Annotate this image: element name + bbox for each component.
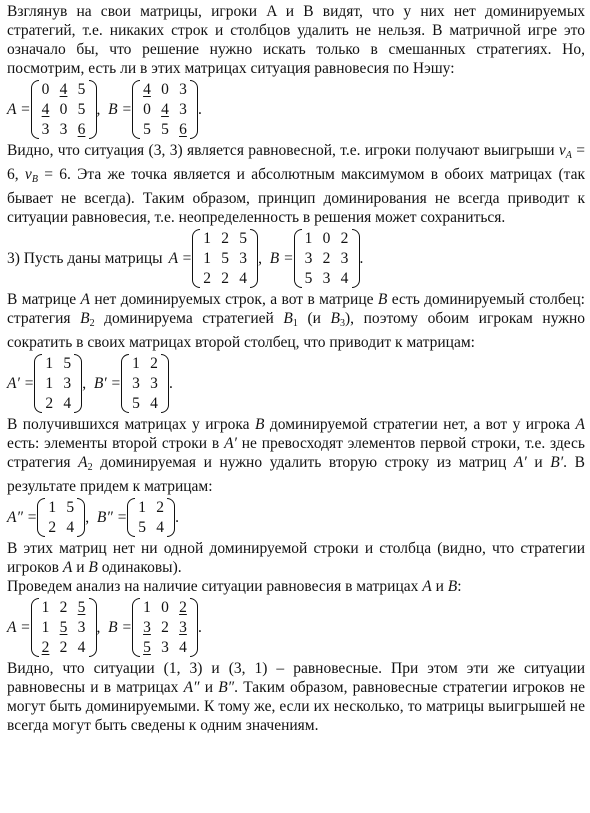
matrix-cell: 5 bbox=[132, 395, 140, 412]
period: . bbox=[197, 101, 202, 118]
matrix-a bbox=[31, 80, 97, 139]
matrix-cell: 2 bbox=[179, 599, 187, 616]
paragraph-no-domination: В этих матриц нет ни одной доминируемой строки и столбца (видно, что стратегии игроков A и B одинаковы). bbox=[7, 540, 585, 576]
matrix-b bbox=[132, 598, 198, 657]
matrix-a-label: A = bbox=[168, 250, 193, 267]
matrix-b bbox=[127, 498, 175, 537]
matrix-cell: 4 bbox=[179, 639, 187, 656]
matrix-cell: 5 bbox=[304, 270, 313, 287]
matrix-cell: 3 bbox=[340, 250, 349, 267]
separator: , bbox=[85, 509, 97, 526]
separator: , bbox=[82, 375, 94, 392]
equation-1 bbox=[7, 80, 585, 139]
matrix-cell: 2 bbox=[322, 250, 331, 267]
matrix-cell: 5 bbox=[143, 639, 151, 656]
matrix-cell: 5 bbox=[66, 499, 75, 516]
matrix-cell: 0 bbox=[161, 81, 169, 98]
matrix-cell: 6 bbox=[77, 121, 86, 138]
matrix-cell: 1 bbox=[143, 599, 151, 616]
matrix-cell: 2 bbox=[59, 639, 68, 656]
matrix-b bbox=[132, 80, 198, 139]
matrix-b-label: B = bbox=[269, 250, 294, 267]
matrix-cell: 4 bbox=[156, 519, 165, 536]
matrix-cell: 4 bbox=[59, 81, 68, 98]
separator: , bbox=[96, 101, 109, 118]
matrix-b-label: B = bbox=[108, 619, 132, 636]
matrix-cell: 3 bbox=[161, 639, 169, 656]
matrix-cell: 0 bbox=[161, 599, 169, 616]
matrix-cell: 5 bbox=[161, 121, 169, 138]
matrix-cell: 4 bbox=[239, 270, 247, 287]
document-page bbox=[7, 2, 585, 735]
matrix-cell: 4 bbox=[161, 101, 169, 118]
matrix-cell: 2 bbox=[45, 395, 54, 412]
matrix-cell: 3 bbox=[41, 121, 50, 138]
matrix-cell: 5 bbox=[138, 519, 147, 536]
matrix-cell: 1 bbox=[138, 499, 147, 516]
matrix-b bbox=[294, 229, 360, 288]
paragraph-reduction: В получившихся матрицах у игрока B доминируемой стратегии нет, а вот у игрока A есть: элементы второй строки в A′ не превосходят элементов первой строки, т.е. здесь стратегия $A_2$ доминируемая и нужно удалить вторую строку из матриц A′ и B′. В результате придем к матрицам: bbox=[7, 416, 585, 495]
matrix-cell: 4 bbox=[340, 270, 349, 287]
paragraph-domination: В матрице A нет доминируемых строк, а вот в матрице B есть доминируемый столбец: стратегия $B_2$ доминируема стратегией $B_1$ (и $B_3$), поэтому обоим игрокам нужно сократить в своих матрицах второй столбец, что приводит к матрицам: bbox=[7, 291, 585, 351]
equation-4 bbox=[7, 498, 585, 537]
matrix-cell: 2 bbox=[59, 599, 68, 616]
matrix-cell: 3 bbox=[59, 121, 68, 138]
matrix-cell: 1 bbox=[45, 355, 54, 372]
equation-2: 3) Пусть даны матрицы A = 1 2 5 1 5 3 2 2 4 , B = 1 0 2 3 2 3 5 3 4 . bbox=[7, 230, 364, 287]
matrix-cell: 1 bbox=[41, 619, 50, 636]
matrix-cell: 2 bbox=[221, 230, 229, 247]
matrix-cell: 3 bbox=[132, 375, 140, 392]
matrix-cell: 2 bbox=[161, 619, 169, 636]
equation-2-body bbox=[169, 229, 364, 288]
matrix-a bbox=[34, 354, 82, 413]
matrix-cell: 0 bbox=[41, 81, 50, 98]
matrix-cell: 2 bbox=[221, 270, 229, 287]
paragraph-equilibrium-1: Видно, что ситуация (3, 3) является равновесной, т.е. игроки получают выигрыши $v_A = 6$, $v_B = 6$. Эта же точка является и абсолютным максимумом в обоих матрицах (так бывает не всегда). Таким образом, принцип доминирования не всегда приводит к ситуации равновесия, т.е. неопределенность в решения может сохраниться. bbox=[7, 142, 586, 226]
matrix-cell: 6 bbox=[179, 121, 187, 138]
matrix-a bbox=[192, 229, 258, 288]
matrix-cell: 4 bbox=[63, 395, 72, 412]
matrix-cell: 4 bbox=[77, 639, 86, 656]
matrix-a-label: A′ = bbox=[7, 375, 35, 392]
matrix-b-label: B = bbox=[108, 101, 132, 118]
matrix-cell: 2 bbox=[48, 519, 57, 536]
matrix-cell: 3 bbox=[239, 250, 247, 267]
matrix-cell: 3 bbox=[150, 375, 158, 392]
matrix-b-label: B′ = bbox=[93, 375, 122, 392]
matrix-cell: 3 bbox=[179, 619, 187, 636]
matrix-cell: 0 bbox=[143, 101, 151, 118]
matrix-cell: 2 bbox=[150, 355, 158, 372]
matrix-cell: 5 bbox=[59, 619, 68, 636]
matrix-cell: 1 bbox=[41, 599, 50, 616]
matrix-cell: 1 bbox=[203, 230, 211, 247]
matrix-cell: 1 bbox=[304, 230, 313, 247]
matrix-a bbox=[31, 598, 97, 657]
paragraph-analysis: Проведем анализ на наличие ситуации равновесия в матрицах A и B: bbox=[7, 578, 462, 595]
matrix-cell: 5 bbox=[77, 81, 86, 98]
matrix-cell: 3 bbox=[322, 270, 331, 287]
matrix-cell: 2 bbox=[203, 270, 211, 287]
matrix-cell: 4 bbox=[150, 395, 158, 412]
matrix-cell: 1 bbox=[45, 375, 54, 392]
matrix-cell: 5 bbox=[77, 101, 86, 118]
matrix-cell: 5 bbox=[143, 121, 151, 138]
period: . bbox=[175, 509, 180, 526]
separator: , bbox=[96, 619, 109, 636]
matrix-cell: 3 bbox=[304, 250, 313, 267]
matrix-cell: 3 bbox=[77, 619, 86, 636]
matrix-a-label: A = bbox=[7, 101, 31, 118]
matrix-cell: 5 bbox=[239, 230, 247, 247]
matrix-cell: 2 bbox=[156, 499, 165, 516]
matrix-cell: 3 bbox=[179, 81, 187, 98]
matrix-b-label: B″ = bbox=[96, 509, 128, 526]
matrix-cell: 5 bbox=[221, 250, 229, 267]
period: . bbox=[169, 375, 173, 392]
matrix-cell: 3 bbox=[63, 375, 72, 392]
matrix-b bbox=[121, 354, 169, 413]
period: . bbox=[197, 619, 202, 636]
matrix-cell: 5 bbox=[63, 355, 72, 372]
paragraph-intro: Взглянув на свои матрицы, игроки A и B видят, что у них нет доминируемых стратегий, т.е. никаких строк и столбцов удалить не нельзя. В матричной игре это означало бы, что решение нужно искать только в смешанных стратегиях. Но, посмотрим, есть ли в этих матрицах ситуация равновесия по Нэшу: bbox=[7, 3, 585, 77]
matrix-cell: 2 bbox=[340, 230, 349, 247]
equation-5 bbox=[7, 598, 585, 657]
matrix-cell: 4 bbox=[143, 81, 151, 98]
matrix-cell: 4 bbox=[66, 519, 75, 536]
matrix-cell: 0 bbox=[59, 101, 68, 118]
matrix-cell: 3 bbox=[179, 101, 187, 118]
matrix-cell: 1 bbox=[203, 250, 211, 267]
matrix-a bbox=[37, 498, 85, 537]
matrix-cell: 3 bbox=[143, 619, 151, 636]
matrix-cell: 4 bbox=[41, 101, 50, 118]
paragraph-conclusion: Видно, что ситуации (1, 3) и (3, 1) – равновесные. При этом эти же ситуации равновесны и в матрицах A″ и B″. Таким образом, равновесные стратегии игроков не могут быть доминируемыми. К тому же, если их несколько, то матрицы выигрышей не всегда могут быть сведены к одним значениям. bbox=[7, 660, 585, 734]
matrix-a-label: A = bbox=[7, 619, 31, 636]
matrix-cell: 1 bbox=[48, 499, 57, 516]
matrix-cell: 0 bbox=[322, 230, 331, 247]
equation-3 bbox=[7, 354, 585, 413]
separator: , bbox=[258, 250, 270, 267]
matrix-cell: 2 bbox=[41, 639, 50, 656]
matrix-a-label: A″ = bbox=[7, 509, 38, 526]
period: . bbox=[359, 250, 364, 267]
matrix-cell: 5 bbox=[77, 599, 86, 616]
matrix-cell: 1 bbox=[132, 355, 140, 372]
